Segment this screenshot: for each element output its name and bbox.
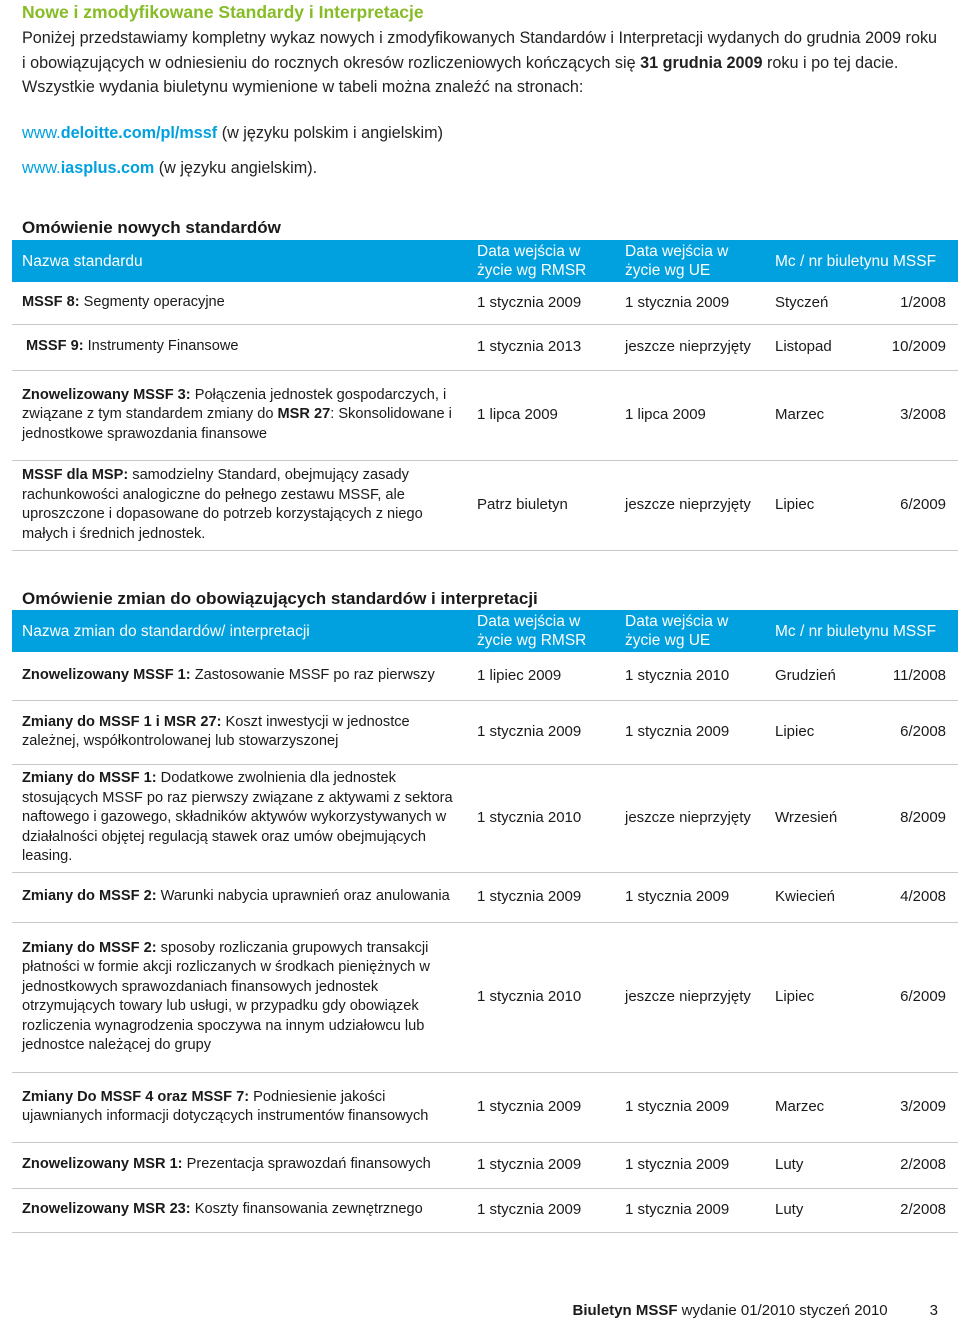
date-ue: jeszcze nieprzyjęty (615, 460, 765, 550)
bulletin-month: Marzec (765, 1072, 875, 1142)
col-header-bulletin: Mc / nr biuletynu MSSF (765, 240, 958, 282)
bulletin-month: Styczeń (765, 282, 875, 324)
intro-paragraph (22, 26, 942, 100)
bulletin-number: 8/2009 (875, 764, 958, 872)
date-rmsr: 1 stycznia 2009 (467, 700, 615, 764)
table-row (12, 700, 958, 764)
date-ue: 1 stycznia 2009 (615, 282, 765, 324)
amendments-table (12, 610, 958, 1233)
bulletin-number: 11/2008 (875, 652, 958, 700)
standard-name: MSSF dla MSP: samodzielny Standard, obejmujący zasady rachunkowości analogiczne do pełnego zestawu MSSF, ale uproszczone i dopasowane do potrzeb korzystających z niego małych i średnich jednostek. (12, 460, 467, 550)
intro-text-1: Poniżej przedstawiamy kompletny wykaz nowych i zmodyfikowanych Standardów i Interpretacji wydanych do grudnia 2009 roku i obowiązujących w odniesieniu do rocznych okresów rozliczeniowych kończących się (22, 29, 938, 72)
bulletin-number: 6/2008 (875, 700, 958, 764)
date-ue: 1 stycznia 2009 (615, 1188, 765, 1232)
amendment-name: Zmiany do MSSF 1 i MSR 27: Koszt inwestycji w jednostce zależnej, współkontrolowanej lub stowarzyszonej (12, 700, 467, 764)
date-rmsr: 1 stycznia 2010 (467, 764, 615, 872)
footer-publication: Biuletyn MSSF (572, 1302, 678, 1319)
bulletin-number: 3/2009 (875, 1072, 958, 1142)
table-row (12, 1072, 958, 1142)
deloitte-link[interactable]: www.deloitte.com/pl/mssf (22, 124, 218, 142)
page-footer (572, 1302, 938, 1319)
date-rmsr: 1 stycznia 2009 (467, 1142, 615, 1188)
amendment-name: Zmiany do MSSF 2: sposoby rozliczania grupowych transakcji płatności w formie akcji rozliczanych w środkach pieniężnych w jednostkowych sprawozdaniach finansowych jednostek otrzymujących towary lub usługi, w przypadku gdy obowiązek rozliczenia wynagrodzenia spoczywa na innym udziałowcu lub jednostce należącej do grupy (12, 922, 467, 1072)
page-number: 3 (929, 1302, 938, 1319)
date-rmsr: 1 stycznia 2010 (467, 922, 615, 1072)
date-rmsr: 1 stycznia 2009 (467, 282, 615, 324)
col-header-bulletin: Mc / nr biuletynu MSSF (765, 610, 958, 652)
bulletin-number: 2/2008 (875, 1188, 958, 1232)
table-header-row (12, 610, 958, 652)
amendment-name: Znowelizowany MSSF 1: Zastosowanie MSSF po raz pierwszy (12, 652, 467, 700)
bulletin-month: Luty (765, 1188, 875, 1232)
bulletin-number: 6/2009 (875, 922, 958, 1072)
table-row (12, 282, 958, 324)
date-rmsr: 1 stycznia 2009 (467, 872, 615, 922)
standard-name: MSSF 9: Instrumenty Finansowe (12, 324, 467, 370)
bulletin-number: 3/2008 (875, 370, 958, 460)
table-row (12, 460, 958, 550)
table-row (12, 922, 958, 1072)
date-ue: jeszcze nieprzyjęty (615, 324, 765, 370)
bulletin-month: Kwiecień (765, 872, 875, 922)
deloitte-link-note: (w języku polskim i angielskim) (217, 124, 443, 142)
col-header-name: Nazwa standardu (12, 240, 467, 282)
iasplus-link-note: (w języku angielskim). (154, 159, 318, 177)
table-row (12, 1142, 958, 1188)
date-rmsr: 1 lipiec 2009 (467, 652, 615, 700)
date-rmsr: Patrz biuletyn (467, 460, 615, 550)
bulletin-number: 6/2009 (875, 460, 958, 550)
bulletin-month: Wrzesień (765, 764, 875, 872)
date-ue: 1 stycznia 2009 (615, 1142, 765, 1188)
table-header-row (12, 240, 958, 282)
page-title: Nowe i zmodyfikowane Standardy i Interpretacje (22, 2, 424, 22)
date-ue: jeszcze nieprzyjęty (615, 922, 765, 1072)
link-deloitte-row (22, 124, 443, 143)
bulletin-month: Lipiec (765, 700, 875, 764)
intro-text-2: roku i po tej dacie. Wszystkie wydania biuletynu wymienione w tabeli można znaleźć na stronach: (22, 53, 899, 96)
col-header-name: Nazwa zmian do standardów/ interpretacji (12, 610, 467, 652)
amendment-name: Znowelizowany MSR 23: Koszty finansowania zewnętrznego (12, 1188, 467, 1232)
bulletin-number: 1/2008 (875, 282, 958, 324)
standard-name: MSSF 8: Segmenty operacyjne (12, 282, 467, 324)
table-row (12, 370, 958, 460)
bulletin-number: 2/2008 (875, 1142, 958, 1188)
date-ue: jeszcze nieprzyjęty (615, 764, 765, 872)
bulletin-month: Luty (765, 1142, 875, 1188)
date-rmsr: 1 stycznia 2009 (467, 1188, 615, 1232)
bulletin-number: 10/2009 (875, 324, 958, 370)
col-header-rmsr: Data wejścia w życie wg RMSR (467, 240, 615, 282)
bulletin-month: Lipiec (765, 460, 875, 550)
bulletin-month: Grudzień (765, 652, 875, 700)
bulletin-month: Marzec (765, 370, 875, 460)
bulletin-month: Lipiec (765, 922, 875, 1072)
link-iasplus-row (22, 159, 317, 178)
new-standards-table (12, 240, 958, 551)
date-ue: 1 lipca 2009 (615, 370, 765, 460)
standard-name: Znowelizowany MSSF 3: Połączenia jednostek gospodarczych, i związane z tym standardem zmiany do MSR 27: Skonsolidowane i jednostkowe sprawozdania finansowe (12, 370, 467, 460)
date-ue: 1 stycznia 2009 (615, 700, 765, 764)
bulletin-month: Listopad (765, 324, 875, 370)
bulletin-number: 4/2008 (875, 872, 958, 922)
amendments-title: Omówienie zmian do obowiązujących standardów i interpretacji (22, 589, 538, 608)
table-row (12, 652, 958, 700)
col-header-ue: Data wejścia w życie wg UE (615, 240, 765, 282)
col-header-rmsr: Data wejścia w życie wg RMSR (467, 610, 615, 652)
amendment-name: Zmiany do MSSF 2: Warunki nabycia uprawnień oraz anulowania (12, 872, 467, 922)
intro-date: 31 grudnia 2009 (640, 53, 763, 72)
table-row (12, 324, 958, 370)
date-ue: 1 stycznia 2009 (615, 872, 765, 922)
date-ue: 1 stycznia 2009 (615, 1072, 765, 1142)
amendment-name: Zmiany do MSSF 1: Dodatkowe zwolnienia dla jednostek stosujących MSSF po raz pierwszy związane z aktywami z sektora naftowego i gazowego, składników aktywów wykorzystywanych w działalności objętej regulacją stawek oraz umów obejmujących leasing. (12, 764, 467, 872)
date-rmsr: 1 stycznia 2009 (467, 1072, 615, 1142)
table-row (12, 1188, 958, 1232)
table-row (12, 764, 958, 872)
date-ue: 1 stycznia 2010 (615, 652, 765, 700)
col-header-ue: Data wejścia w życie wg UE (615, 610, 765, 652)
amendment-name: Zmiany Do MSSF 4 oraz MSSF 7: Podniesienie jakości ujawnianych informacji dotyczących instrumentów finansowych (12, 1072, 467, 1142)
footer-edition: wydanie 01/2010 styczeń 2010 (677, 1302, 888, 1319)
table-row (12, 872, 958, 922)
amendment-name: Znowelizowany MSR 1: Prezentacja sprawozdań finansowych (12, 1142, 467, 1188)
date-rmsr: 1 lipca 2009 (467, 370, 615, 460)
new-standards-title: Omówienie nowych standardów (22, 218, 281, 237)
iasplus-link[interactable]: www.iasplus.com (22, 159, 155, 177)
date-rmsr: 1 stycznia 2013 (467, 324, 615, 370)
